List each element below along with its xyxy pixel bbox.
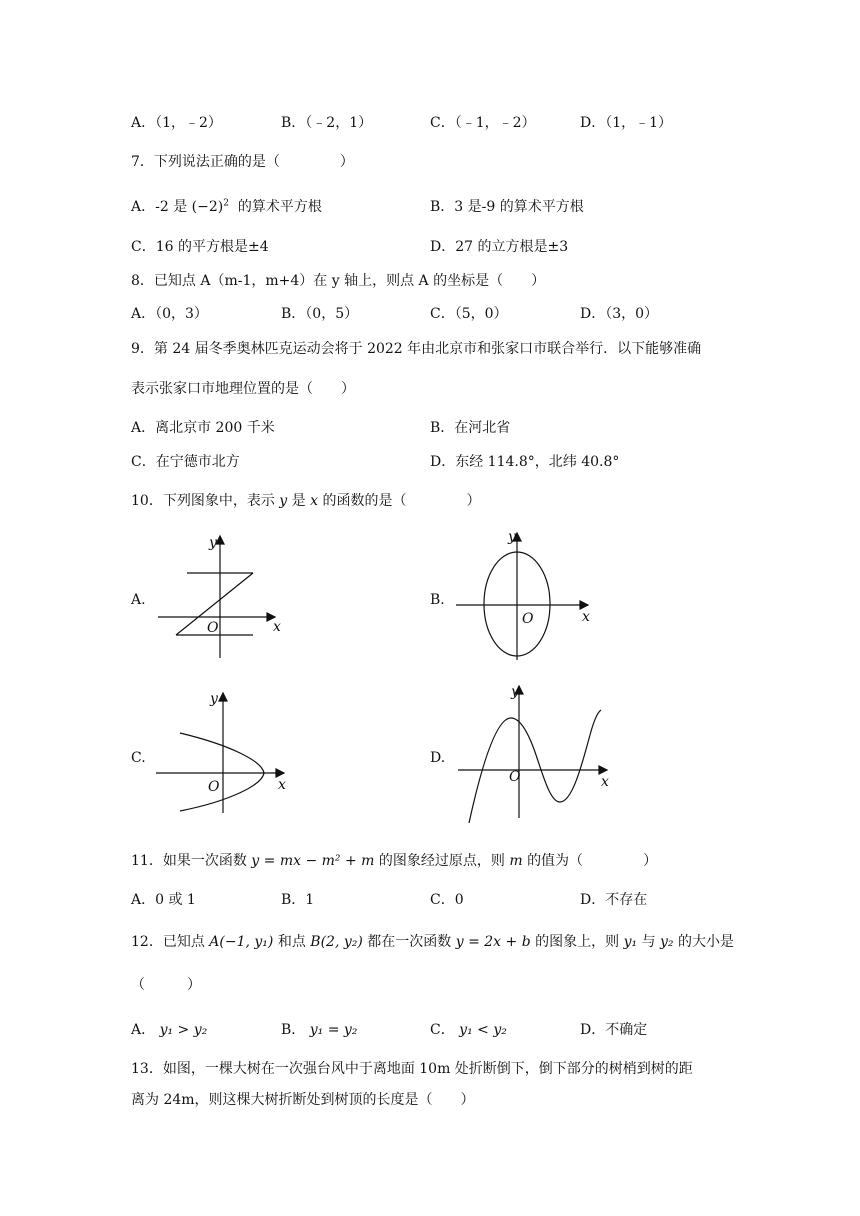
q11-stem-end: ） [643, 853, 658, 869]
q7-option-a-prefix: A．-2 是 [131, 199, 188, 215]
graph-a-y-label: y [209, 535, 217, 551]
q6-option-b: B．（﹣2，1） [281, 115, 373, 131]
q12-stem-prefix: 12．已知点 [131, 934, 205, 950]
q11-option-a: A．0 或 1 [131, 892, 196, 908]
q7-stem-text: 7．下列说法正确的是（ [131, 154, 280, 170]
q6-option-a: A．（1，﹣2） [131, 115, 222, 131]
graph-b-origin: O [522, 611, 534, 627]
q7-stem-end: ） [339, 154, 354, 170]
q9-stem-line2: 表示张家口市地理位置的是（ ） [131, 381, 355, 397]
q7-option-a-suffix: 的算术平方根 [237, 199, 322, 215]
graph-c-y-arrow [219, 693, 227, 701]
q12-y1: y₁ [623, 934, 638, 950]
q12-option-b-label: B． [281, 1022, 306, 1038]
q7-option-a [131, 196, 322, 216]
q11-function: y = mx − m² + m [251, 853, 375, 869]
q11-option-b: B．1 [281, 892, 315, 908]
q12-option-c-label: C． [430, 1022, 455, 1038]
q12-mid1: 和点 [277, 934, 306, 950]
graph-d-origin: O [509, 769, 521, 785]
q12-point-b: B(2, y₂) [310, 934, 363, 950]
q9-option-c: C．在宁德市北方 [131, 454, 240, 470]
q10-stem-prefix: 10．下列图象中，表示 [131, 493, 275, 509]
q6-option-c: C．（﹣1，﹣2） [430, 115, 536, 131]
q10-stem-mid: 是 [291, 493, 306, 509]
q10-var-x: x [310, 493, 319, 509]
q12-option-a-expr: y₁ > y₂ [159, 1022, 208, 1038]
q7-option-c: C．16 的平方根是±4 [131, 239, 269, 255]
q11-var-m: m [509, 853, 523, 869]
graph-a [150, 530, 300, 665]
graph-c-label: C. [131, 750, 146, 766]
graph-d-y-label: y [511, 684, 519, 700]
q12-mid4: 与 [641, 934, 656, 950]
q8-stem: 8．已知点 A（m-1，m+4）在 y 轴上，则点 A 的坐标是（ ） [131, 273, 546, 289]
q8-option-a: A．（0，3） [131, 306, 208, 322]
q11-stem-mid: 的图象经过原点，则 [378, 853, 505, 869]
graph-c-parabola [180, 733, 264, 811]
q12-stem [131, 931, 734, 951]
q9-stem-line1: 9．第 24 届冬季奥林匹克运动会将于 2022 年由北京市和张家口市联合举行．以下能够准确 [131, 341, 702, 357]
q7-expr-exponent: 2 [223, 198, 229, 209]
q8-option-b: B．（0，5） [281, 306, 359, 322]
q11-stem-prefix: 11．如果一次函数 [131, 853, 247, 869]
graph-b-x-label: x [582, 609, 590, 625]
graph-c-origin: O [208, 779, 220, 795]
q12-suffix: 的大小是 [678, 934, 734, 950]
q10-var-y: y [279, 493, 288, 509]
q11-option-d: D．不存在 [580, 892, 648, 908]
q9-option-a: A．离北京市 200 千米 [131, 420, 275, 436]
q10-stem-suffix: 的函数的是（ [322, 493, 407, 509]
q12-mid3: 的图象上，则 [535, 934, 620, 950]
graph-a-x-label: x [273, 619, 281, 635]
graph-b-x-arrow [580, 601, 588, 609]
q12-function: y = 2x + b [455, 934, 531, 950]
q11-stem [131, 850, 657, 870]
q13-stem-line2: 离为 24m，则这棵大树折断处到树顶的长度是（ ） [131, 1092, 475, 1108]
graph-d [455, 680, 615, 830]
graph-d-x-label: x [601, 774, 609, 790]
q7-option-d: D．27 的立方根是±3 [430, 239, 569, 255]
q12-option-a [131, 1019, 207, 1039]
graph-d-curve [469, 710, 601, 823]
q12-mid2: 都在一次函数 [367, 934, 452, 950]
q8-option-d: D．（3，0） [580, 306, 659, 322]
q7-expr-base: (−2) [191, 199, 224, 215]
q8-option-c: C．（5，0） [430, 306, 508, 322]
q10-stem [131, 490, 480, 510]
graph-a-label: A. [131, 592, 146, 608]
graph-c-y-label: y [210, 691, 218, 707]
q6-option-d: D．（1，﹣1） [580, 115, 673, 131]
q12-point-a: A(−1, y₁) [209, 934, 274, 950]
q11-stem-suffix: 的值为（ [527, 853, 584, 869]
graph-c-x-label: x [278, 777, 286, 793]
q7-option-b: B．3 是-9 的算术平方根 [430, 199, 584, 215]
graph-d-x-arrow [599, 766, 607, 774]
graph-a-origin: O [207, 620, 219, 636]
q12-option-b-expr: y₁ = y₂ [309, 1022, 358, 1038]
q7-stem [131, 151, 354, 171]
q13-stem-line1: 13．如图，一棵大树在一次强台风中于离地面 10m 处折断倒下，倒下部分的树梢到树的距 [131, 1061, 693, 1077]
q11-option-c: C．0 [430, 892, 464, 908]
q7-option-a-expr [192, 199, 229, 215]
q12-option-d: D．不确定 [580, 1022, 648, 1038]
graph-b [450, 525, 600, 665]
graph-a-y-arrow [216, 536, 224, 544]
q12-option-a-label: A． [131, 1022, 156, 1038]
q12-option-c [430, 1019, 507, 1039]
q12-option-c-expr: y₁ < y₂ [459, 1022, 507, 1038]
q9-option-d: D．东经 114.8°，北纬 40.8° [430, 454, 620, 470]
q9-option-b: B．在河北省 [430, 420, 511, 436]
graph-b-label: B. [430, 592, 445, 608]
graph-c-x-arrow [276, 769, 284, 777]
graph-c [150, 685, 300, 820]
q12-option-b [281, 1019, 357, 1039]
q10-stem-end: ） [466, 493, 481, 509]
q12-y2: y₂ [660, 934, 674, 950]
graph-b-y-label: y [508, 529, 516, 545]
q12-paren: （ ） [131, 977, 201, 993]
graph-d-label: D. [430, 750, 446, 766]
